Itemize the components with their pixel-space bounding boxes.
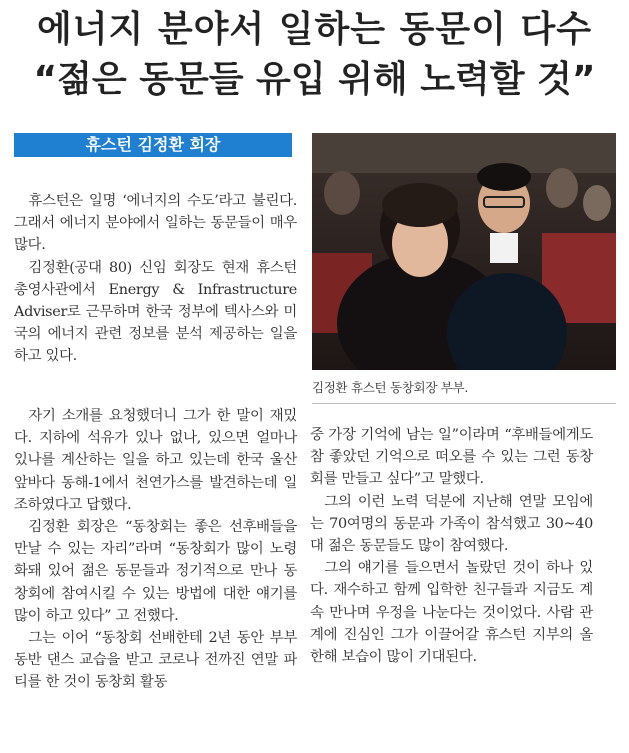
paragraph: 중 가장 기억에 남는 일”이라며 “후배들에게도 참 좋았던 기억으로 떠오를 수 있는 그런 동창회를 만들고 싶다”고 말했다. bbox=[310, 427, 593, 488]
article-column-1-top bbox=[14, 190, 297, 368]
divider bbox=[312, 403, 616, 404]
paragraph: 자기 소개를 요청했더니 그가 한 말이 재밌다. 지하에 석유가 있나 없나, 있으면 얼마나 있나를 계산하는 일을 하고 있는데 한국 울산앞바다 동해-1에서 천연가스를 발견하는데 일조하였다고 답했다. bbox=[14, 408, 297, 513]
couple-photo bbox=[312, 133, 616, 370]
photo-caption: 김정환 휴스턴 동창회장 부부. bbox=[312, 380, 468, 395]
article-column-1-bottom bbox=[14, 405, 297, 694]
paragraph: 김정환 회장은 “동창회는 좋은 선후배들을 만날 수 있는 자리”라며 “동창회가 많이 노령화돼 있어 젊은 동문들과 정기적으로 만나 동창회에 참여시킬 수 있는 방법에 대한 얘기를 많이 하고 있다” 고 전했다. bbox=[14, 519, 297, 624]
headline-line-2: “젊은 동문들 유입 위해 노력할 것” bbox=[33, 59, 596, 100]
subheading-banner: 휴스턴 김정환 회장 bbox=[14, 133, 292, 157]
paragraph: 김정환(공대 80) 신임 회장도 현재 휴스턴 총영사관에서 Energy & Infrastructure Adviser로 근무하며 한국 정부에 텍사스와 미국의 에너지 관련 정보를 분석 제공하는 일을 하고 있다. bbox=[14, 259, 297, 365]
paragraph: 그의 얘기를 들으면서 놀랐던 것이 하나 있다. 재수하고 함께 입학한 친구들과 지금도 계속 만나며 우정을 나눈다는 것이었다. 사람 관계에 진심인 그가 이끌어갈 휴스턴 지부의 올 한해 보습이 많이 기대된다. bbox=[310, 560, 593, 666]
headline-line-1: 에너지 분야서 일하는 동문이 다수 bbox=[37, 9, 592, 50]
paragraph: 그는 이어 “동창회 선배한테 2년 동안 부부동반 댄스 교습을 받고 코로나 전까진 연말 파티를 한 것이 동창회 활동 bbox=[14, 630, 297, 691]
paragraph: 그의 이런 노력 덕분에 지난해 연말 모임에는 70여명의 동문과 가족이 참석했고 30~40대 젊은 동문들도 많이 참여했다. bbox=[310, 493, 593, 555]
paragraph: 휴스턴은 일명 ‘에너지의 수도’라고 불린다. 그래서 에너지 분야에서 일하는 동문들이 매우 많다. bbox=[14, 193, 297, 254]
article-column-2 bbox=[310, 424, 593, 668]
